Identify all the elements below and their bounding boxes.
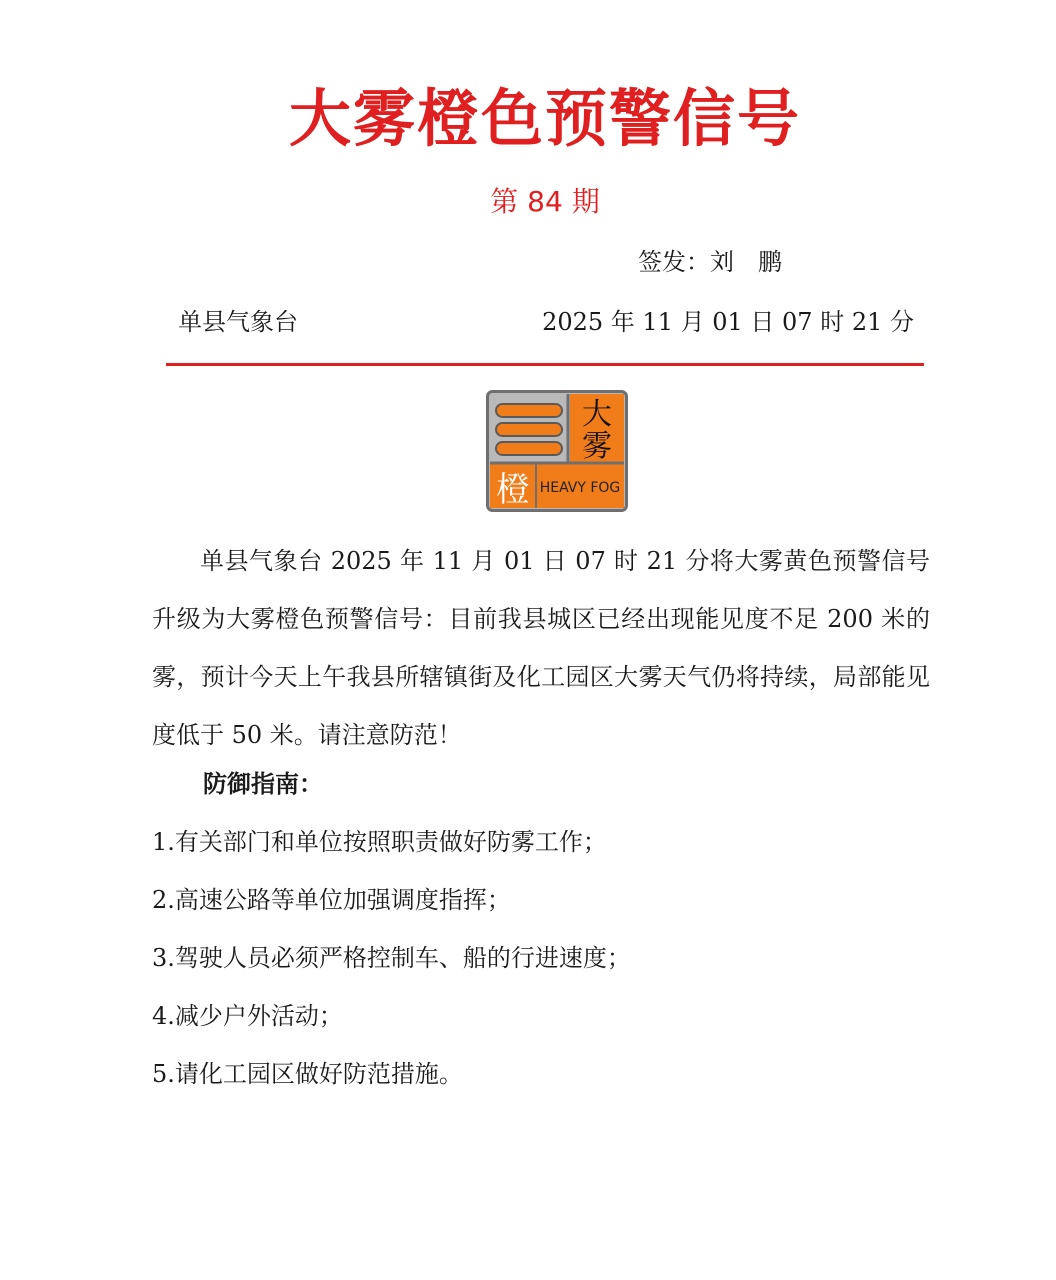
- signal-char-wu: 雾: [582, 429, 612, 464]
- heavy-fog-orange-signal-icon: [486, 390, 628, 512]
- signer: 签发：刘 鹏: [638, 248, 782, 276]
- guide-item: 3.驾驶人员必须严格控制车、船的行进速度；: [152, 944, 631, 972]
- fog-bar-1: [496, 404, 562, 417]
- fog-bar-2: [496, 423, 562, 436]
- signal-char-da: 大: [582, 397, 612, 432]
- signal-char-cheng: 橙: [496, 470, 530, 510]
- fog-bar-3: [496, 442, 562, 455]
- issuing-organization: 单县气象台: [178, 308, 298, 336]
- warning-body: 单县气象台 2025 年 11 月 01 日 07 时 21 分将大雾黄色预警信号升级为大雾橙色预警信号：目前我县城区已经出现能见度不足 200 米的雾，预计今天上午我县所辖镇街及化工园区大雾天气仍将持续，局部能见度低于 50 米。请注意防范！: [152, 547, 930, 749]
- signal-label-en: HEAVY FOG: [539, 480, 621, 496]
- defense-guide-title: 防御指南：: [203, 769, 323, 798]
- issue-number: 第 84 期: [490, 185, 600, 218]
- document-title: 大雾橙色预警信号: [288, 82, 801, 155]
- guide-item: 2.高速公路等单位加强调度指挥；: [152, 886, 511, 914]
- guide-item: 1.有关部门和单位按照职责做好防雾工作；: [152, 828, 607, 856]
- guide-item: 5.请化工园区做好防范措施。: [152, 1060, 463, 1088]
- issue-datetime: 2025 年 11 月 01 日 07 时 21 分: [542, 308, 914, 336]
- guide-item: 4.减少户外活动；: [152, 1002, 343, 1030]
- defense-guide-list: [152, 830, 631, 1120]
- red-divider: [166, 363, 924, 366]
